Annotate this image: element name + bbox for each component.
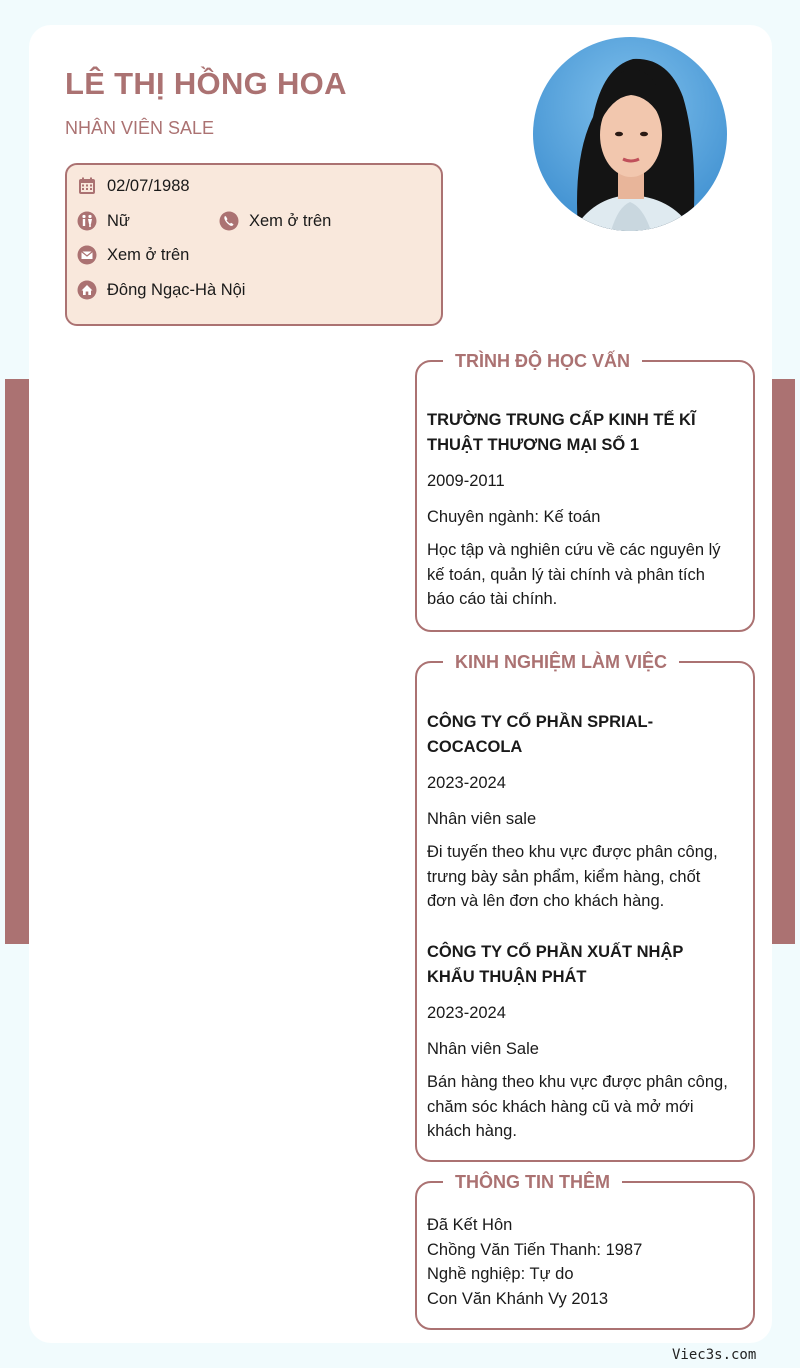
birthday-text: 02/07/1988 [107, 176, 190, 195]
experience-heading: KINH NGHIỆM LÀM VIỆC [443, 651, 679, 673]
contact-box [65, 163, 443, 326]
calendar-icon [77, 176, 97, 196]
contact-gender [77, 211, 130, 231]
info-line: Đã Kết Hôn [427, 1216, 513, 1234]
contact-address [77, 280, 245, 300]
phone-text: Xem ở trên [249, 211, 332, 230]
info-line: Chồng Văn Tiến Thanh: 1987 [427, 1240, 643, 1259]
site-watermark: Viec3s.com [672, 1347, 757, 1363]
experience-section [415, 652, 755, 1162]
candidate-name: LÊ THỊ HỒNG HOA [65, 66, 347, 101]
education-description: Học tập và nghiên cứu về các nguyên lý kế toán, quản lý tài chính và phân tích báo cáo tài chính. [427, 541, 721, 608]
experience-job-1 [427, 710, 729, 914]
contact-birthday [77, 176, 190, 196]
education-body [427, 408, 729, 612]
education-heading: TRÌNH ĐỘ HỌC VẤN [443, 350, 642, 372]
candidate-title: NHÂN VIÊN SALE [65, 118, 215, 138]
profile-photo [533, 37, 727, 231]
home-icon [77, 280, 97, 300]
info-line: Con Văn Khánh Vy 2013 [427, 1289, 609, 1308]
additional-info-section [415, 1172, 755, 1330]
job-description: Bán hàng theo khu vực được phân công, chăm sóc khách hàng cũ và mở mới khách hàng. [427, 1073, 728, 1140]
left-accent-bar [5, 379, 29, 944]
contact-email [77, 245, 189, 265]
additional-body [427, 1213, 729, 1311]
phone-icon [219, 211, 239, 231]
job-description: Đi tuyến theo khu vực được phân công, trưng bày sản phẩm, kiểm hàng, chốt đơn và lên đơn cho khách hàng. [427, 843, 718, 910]
job-position: Nhân viên sale [427, 809, 537, 828]
experience-job-2 [427, 940, 729, 1144]
gender-icon [77, 211, 97, 231]
contact-phone [219, 211, 331, 231]
job-period: 2023-2024 [427, 1004, 506, 1022]
email-text: Xem ở trên [107, 245, 190, 264]
education-major: Chuyên ngành: Kế toán [427, 507, 601, 526]
info-line: Nghề nghiệp: Tự do [427, 1265, 574, 1283]
gender-text: Nữ [107, 211, 130, 230]
school-name: TRƯỜNG TRUNG CẤP KINH TẾ KĨ THUẬT THƯƠNG MẠI SỐ 1 [427, 411, 696, 454]
education-section [415, 351, 755, 632]
additional-heading: THÔNG TIN THÊM [443, 1171, 622, 1193]
address-text: Đông Ngạc-Hà Nội [107, 280, 246, 299]
company-name: CÔNG TY CỔ PHẦN SPRIAL-COCACOLA [427, 713, 654, 756]
education-period: 2009-2011 [427, 472, 505, 490]
company-name: CÔNG TY CỔ PHẦN XUẤT NHẬP KHẨU THUẬN PHÁT [427, 943, 684, 986]
job-period: 2023-2024 [427, 774, 506, 792]
envelope-icon [77, 245, 97, 265]
job-position: Nhân viên Sale [427, 1039, 539, 1058]
right-accent-bar [772, 379, 795, 944]
